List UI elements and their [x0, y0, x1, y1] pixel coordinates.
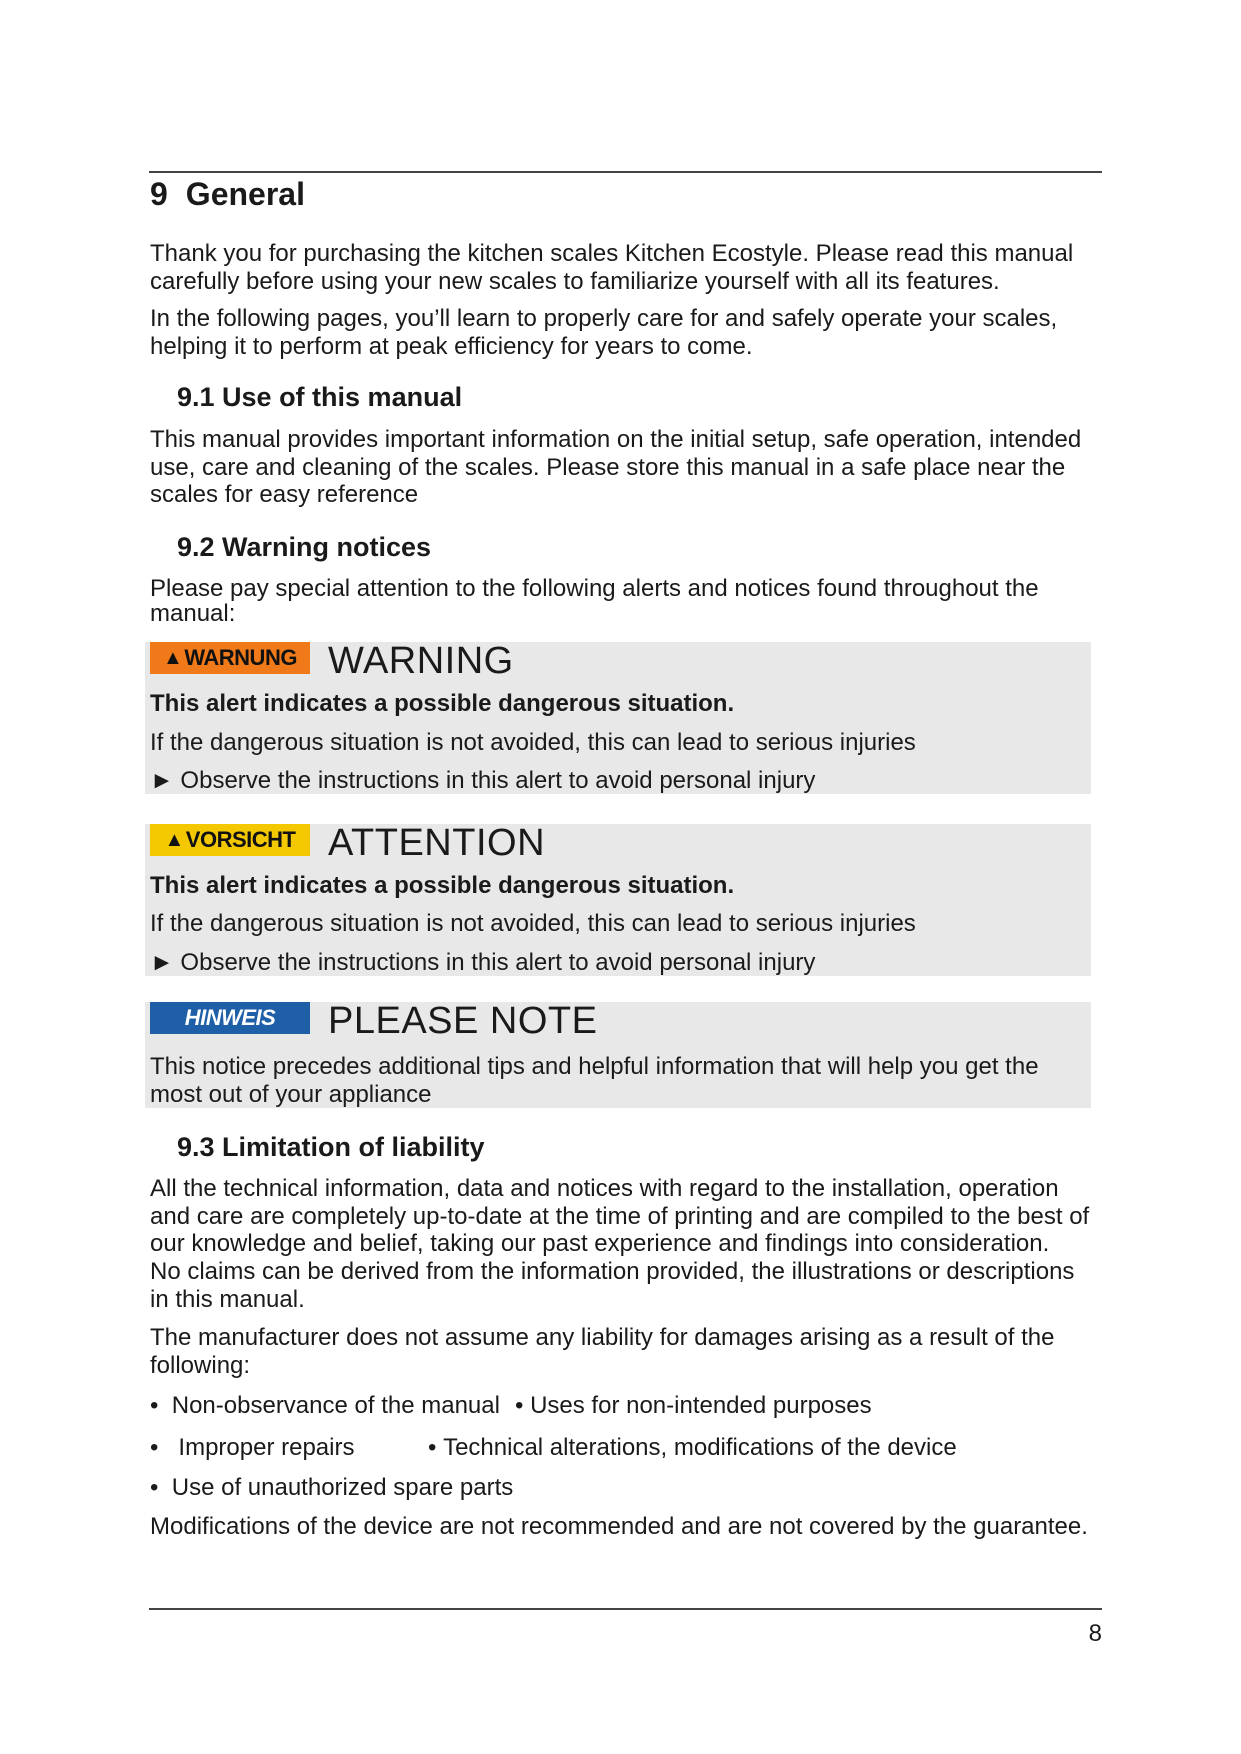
- subsection-9-1-title: 9.1 Use of this manual: [177, 382, 463, 412]
- attention-tag-label: VORSICHT: [185, 827, 296, 852]
- subsection-9-2-text: Please pay special attention to the following alerts and notices found throughout the manual:: [150, 575, 1039, 627]
- header-rule: [149, 171, 1102, 173]
- bullet-text: Improper repairs: [178, 1434, 355, 1461]
- warning-triangle-icon: ▲: [163, 646, 183, 669]
- subsection-9-1-text: This manual provides important information on the initial setup, safe operation, intended use, care and cleaning of the scales. Please store this manual in a safe place near the scales for easy reference: [150, 426, 1082, 508]
- attention-line-3: ► Observe the instructions in this alert to avoid personal injury: [150, 949, 816, 976]
- attention-line-1: This alert indicates a possible dangerous situation.: [150, 872, 735, 899]
- footer-rule: [149, 1608, 1102, 1610]
- bullet-text: Non-observance of the manual: [171, 1392, 500, 1419]
- warning-title: WARNING: [328, 640, 514, 682]
- liability-paragraph-1: All the technical information, data and notices with regard to the installation, operation and care are completely up-to-date at the time of printing and are compiled to the best of our knowledge and belief, taking our past experience and findings into consideration.: [150, 1175, 1090, 1257]
- attention-line-2: If the dangerous situation is not avoided, this can lead to serious injuries: [150, 910, 916, 937]
- list-item: • Use of unauthorized spare parts: [150, 1474, 514, 1501]
- bullet-text: Use of unauthorized spare parts: [171, 1474, 514, 1501]
- liability-paragraph-1b: No claims can be derived from the information provided, the illustrations or descriptions in this manual.: [150, 1258, 1075, 1313]
- section-heading: [150, 176, 305, 213]
- attention-notice: [145, 824, 1091, 976]
- intro-paragraph-2: In the following pages, you’ll learn to properly care for and safely operate your scales, helping it to perform at peak efficiency for years to come.: [150, 305, 1058, 360]
- note-text: This notice precedes additional tips and helpful information that will help you get the most out of your appliance: [150, 1053, 1039, 1108]
- attention-title: ATTENTION: [328, 822, 546, 864]
- bullet-text: Technical alterations, modifications of the device: [443, 1434, 957, 1461]
- liability-closing: Modifications of the device are not recommended and are not covered by the guarantee.: [150, 1513, 1088, 1540]
- section-number: 9: [150, 176, 168, 212]
- warning-tag-label: WARNUNG: [184, 645, 297, 670]
- list-item: • Technical alterations, modifications of the device: [428, 1434, 957, 1461]
- warning-line-2: If the dangerous situation is not avoided, this can lead to serious injuries: [150, 729, 916, 756]
- page-number: 8: [1088, 1620, 1102, 1647]
- list-item: • Non-observance of the manual: [150, 1392, 500, 1419]
- note-title: PLEASE NOTE: [328, 1000, 598, 1042]
- list-item: • Improper repairs: [150, 1434, 355, 1461]
- section-title: General: [185, 176, 305, 212]
- list-item: • Uses for non-intended purposes: [515, 1392, 872, 1419]
- subsection-9-2-title: 9.2 Warning notices: [177, 532, 432, 562]
- subsection-9-3-title: 9.3 Limitation of liability: [177, 1132, 485, 1162]
- note-tag-label: HINWEIS: [184, 1005, 276, 1030]
- warning-line-3: ► Observe the instructions in this alert to avoid personal injury: [150, 767, 816, 794]
- attention-triangle-icon: ▲: [164, 828, 184, 851]
- attention-tag: [150, 824, 310, 856]
- intro-paragraph-1: Thank you for purchasing the kitchen scales Kitchen Ecostyle. Please read this manual carefully before using your new scales to familiarize yourself with all its features.: [150, 240, 1074, 295]
- warning-notice: [145, 642, 1091, 794]
- note-notice: [145, 1002, 1091, 1108]
- warning-tag: [150, 642, 310, 674]
- bullet-text: Uses for non-intended purposes: [530, 1392, 872, 1419]
- liability-paragraph-2: The manufacturer does not assume any liability for damages arising as a result of the following:: [150, 1324, 1055, 1379]
- note-tag: [150, 1002, 310, 1034]
- warning-line-1: This alert indicates a possible dangerous situation.: [150, 690, 735, 717]
